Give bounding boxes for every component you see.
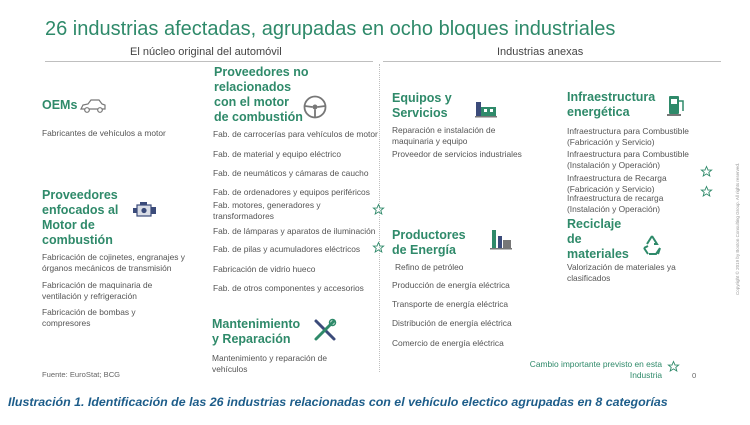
reciclaje-item-1-line-1: Valorización de materiales ya [567,262,676,272]
infra-item-3-line-1: Infraestructura de Recarga [567,173,667,183]
infra-item-2-line-1: Infraestructura para Combustible [567,149,689,159]
factory-icon [474,96,498,118]
no-rel-item-7: Fab. de pilas y acumuladores eléctricos [213,244,361,254]
enfocados-item-1 [42,252,185,273]
enfocados-item-1-line-1: Fabricación de cojinetes, engranajes y [42,252,185,262]
enfocados-item-2-line-1: Fabricación de maquinaria de [42,280,153,290]
steering-wheel-icon [303,95,327,119]
infra-item-3-line-2: (Fabricación y Servicio) [567,183,655,194]
oems-heading: OEMs [42,98,78,112]
productores-item-4: Distribución de energía eléctrica [392,318,512,328]
star-icon [701,166,712,177]
no-rel-item-4: Fab. de ordenadores y equipos periféricos [213,187,370,197]
infra-item-4-line-2: (Instalación y Operación) [567,203,661,214]
no-rel-item-2: Fab. de material y equipo eléctrico [213,149,342,159]
equipos-heading-line-1: Equipos y [392,91,452,105]
infra-item-4 [567,193,663,214]
source-note: Fuente: EuroStat; BCG [42,370,121,379]
infra-item-1-line-2: (Fabricación y Servicio) [567,136,655,147]
enfocados-heading-line-1: Proveedores [42,188,118,202]
productores-item-2: Producción de energía eléctrica [392,280,510,290]
reciclaje-heading-line-2: de [567,232,582,246]
no-relacionados-heading-line-1: Proveedores no [214,65,309,79]
star-icon [668,361,679,372]
infra-item-1 [567,126,689,147]
infraestructura-heading-line-1: Infraestructura [567,90,656,104]
no-rel-item-5-line-2: transformadores [213,210,274,221]
productores-item-1: Refino de petróleo [395,262,464,272]
mantenimiento-heading [212,317,300,347]
reciclaje-item-1-line-2: clasificados [567,272,611,283]
figure-caption: Ilustración 1. Identificación de las 26 industrias relacionadas con el vehículo electico agrupadas en 8 categorías [8,395,668,409]
recycle-icon [641,234,663,256]
engine-icon [133,201,157,219]
no-relacionados-heading-line-3: con el motor [214,95,290,109]
mantenimiento-item-1-line-2: vehículos [212,363,248,374]
equipos-heading-line-2: Servicios [392,106,448,120]
reciclaje-heading-line-3: materiales [567,247,629,261]
section-vertical-divider [379,64,380,372]
enfocados-item-1-line-2: órganos mecánicos de transmisión [42,262,172,273]
page-title: 26 industrias afectadas, agrupadas en ocho bloques industriales [45,18,616,40]
infra-item-2 [567,149,689,170]
star-icon [701,186,712,197]
section-right-label: Industrias anexas [497,46,584,58]
no-rel-item-6: Fab. de lámparas y aparatos de iluminación [213,226,376,236]
reciclaje-item-1 [567,262,676,283]
productores-heading [392,228,466,258]
section-left-label: El núcleo original del automóvil [130,46,282,58]
no-rel-item-5 [213,200,321,221]
reciclaje-heading-line-1: Reciclaje [567,217,622,231]
enfocados-heading-line-2: enfocados al [42,203,119,217]
infraestructura-heading [567,90,655,120]
no-relacionados-heading [214,65,308,125]
infra-item-4-line-1: Infraestructura de recarga [567,193,664,203]
infra-item-3 [567,173,667,194]
reciclaje-heading [567,217,629,262]
equipos-item-1-line-1: Reparación e instalación de [392,125,496,135]
enfocados-item-2 [42,280,152,301]
infraestructura-heading-line-2: energética [567,105,630,119]
star-icon [373,242,384,253]
no-rel-item-9: Fab. de otros componentes y accesorios [213,283,364,293]
enfocados-heading-line-4: combustión [42,233,113,247]
no-rel-item-3: Fab. de neumáticos y cámaras de caucho [213,168,369,178]
power-plant-icon [489,228,513,250]
no-relacionados-heading-line-4: de combustión [214,110,303,124]
legend-text [512,359,662,380]
section-right-divider [383,61,721,62]
equipos-heading [392,91,452,121]
no-rel-item-1: Fab. de carrocerías para vehículos de motor [213,129,378,139]
enfocados-item-3-line-1: Fabricación de bombas y [42,307,136,317]
equipos-item-2: Proveedor de servicios industriales [392,149,522,159]
mantenimiento-item-1 [212,353,327,374]
no-rel-item-5-line-1: Fab. motores, generadores y [213,200,321,210]
star-icon [373,204,384,215]
enfocados-heading [42,188,118,248]
infra-item-1-line-1: Infraestructura para Combustible [567,126,689,136]
no-rel-item-8: Fabricación de vidrio hueco [213,264,316,274]
productores-item-3: Transporte de energía eléctrica [392,299,509,309]
productores-heading-line-2: de Energía [392,243,456,257]
enfocados-item-2-line-2: ventilación y refrigeración [42,290,137,301]
enfocados-item-3 [42,307,136,328]
copyright-note: Copyright © 2019 by Boston Consulting Group. All rights reserved. [735,162,740,295]
car-icon [80,99,106,113]
charging-station-icon [666,91,686,117]
productores-heading-line-1: Productores [392,228,466,242]
infra-item-2-line-2: (Instalación y Operación) [567,159,661,170]
legend-text-line-2: Industria [629,369,662,380]
section-left-divider [45,61,373,62]
enfocados-heading-line-3: Motor de [42,218,95,232]
enfocados-item-3-line-2: compresores [42,317,91,328]
oems-item-1: Fabricantes de vehículos a motor [42,128,166,138]
tools-icon [313,318,337,342]
mantenimiento-heading-line-1: Mantenimiento [212,317,301,331]
page-number: 0 [692,371,697,380]
equipos-item-1 [392,125,495,146]
mantenimiento-heading-line-2: y Reparación [212,332,291,346]
equipos-item-1-line-2: maquinaria y equipo [392,135,468,146]
mantenimiento-item-1-line-1: Mantenimiento y reparación de [212,353,327,363]
productores-item-5: Comercio de energía eléctrica [392,338,504,348]
legend-text-line-1: Cambio importante previsto en esta [529,359,662,369]
no-relacionados-heading-line-2: relacionados [214,80,292,94]
